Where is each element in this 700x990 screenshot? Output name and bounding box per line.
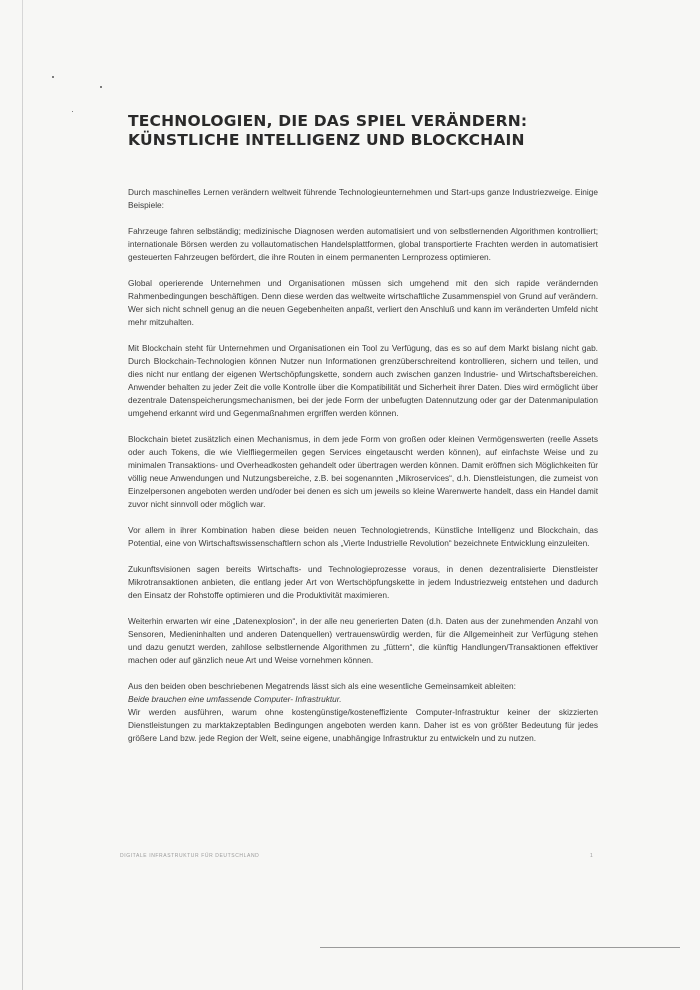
paragraph-combination: Vor allem in ihrer Kombination haben diese beiden neuen Technologietrends, Künstliche Intelligenz und Blockchain, das Potential, eine von Wirtschaftswissenschaftlern schon als „Vierte Industrielle Revolution“ bezeichnete Entwicklung einzuleiten.: [128, 525, 598, 548]
paragraph-future-visions: Zukunftsvisionen sagen bereits Wirtschafts- und Technologieprozesse voraus, in denen dezentralisierte Dienstleister Mikrotransaktionen anbieten, die entlang jeder Art von Wertschöpfungskette in jedem Industriezweig entstehen und dadurch den Einsatz der Rohstoffe optimieren und die Produktivität maximieren.: [128, 564, 598, 600]
paragraph-blockchain-mechanism: Blockchain bietet zusätzlich einen Mechanismus, in dem jede Form von großen oder kleinen Vermögenswerten (reelle Assets oder auch Tokens, die wie Vielfliegermeilen gegen Services eingetauscht werden können), auf einfachste Weise und zu minimalen Transaktions- und Overheadkosten gehandelt oder übertragen werden können. Damit eröffnen sich Möglichkeiten für völlig neue Anwendungen und Nutzungsbereiche, z.B. bei sogenannten „Mikroservices“, d.h. Dienstleistungen, die zumeist von Einzelpersonen angeboten werden und/oder bei denen es sich um jeweils so kleine Warenwerte handelt, dass ein Handel damit zuvor nicht sinnvoll oder möglich war.: [128, 434, 598, 509]
paragraph-organisations: Global operierende Unternehmen und Organisationen müssen sich umgehend mit den sich rapide verändernden Rahmenbedingungen beschäftigen. Denn diese werden das weltweite wirtschaftliche Zusammenspiel von Grund auf verändern. Wer sich nicht schnell genug an die neuen Gegebenheiten anpaßt, verliert den Anschluß und kann im veränderten Umfeld nicht mehr mitzuhalten.: [128, 278, 598, 327]
title-line-2: KÜNSTLICHE INTELLIGENZ UND BLOCKCHAIN: [128, 131, 525, 149]
paragraph-examples: Fahrzeuge fahren selbständig; medizinische Diagnosen werden automatisiert und von selbstlernenden Algorithmen kontrolliert; internationale Börsen werden zu vollautomatischen Handelsplattformen, global transportierte Frachten werden in automatisiert gesteuerten Fahrzeugen befördert, die ihre Routen in einem permanenten Lernprozess optimieren.: [128, 226, 598, 262]
document-body: [128, 186, 598, 758]
paragraph-data-explosion: Weiterhin erwarten wir eine „Datenexplosion“, in der alle neu generierten Daten (d.h. Daten aus der zunehmenden Anzahl von Sensoren, Medieninhalten und anderen Datenquellen) vertrauenswürdig werden, für die Allgemeinheit zur Verfügung stehen und dazu genutzt werden, zahllose selbstlernende Algorithmen zu „füttern“, die künftig Handlungen/Transaktionen effektiver machen oder auf gänzlich neue Art und Weise vornehmen können.: [128, 616, 598, 665]
paragraph-conclusion-intro: Aus den beiden oben beschriebenen Megatrends lässt sich als eine wesentliche Gemeinsamkeit ableiten:: [128, 681, 516, 691]
paragraph-conclusion-emphasis: Beide brauchen eine umfassende Computer- Infrastruktur.: [128, 694, 342, 704]
paragraph-conclusion-text: Wir werden ausführen, warum ohne kostengünstige/kosteneffiziente Computer-Infrastruktur keiner der skizzierten Dienstleistungen zu marktakzeptablen Bedingungen angeboten werden kann. Daher ist es von größter Bedeutung für jedes größere Land bzw. jede Region der Welt, seine eigene, unabhängige Infrastruktur zu entwickeln und zu nutzen.: [128, 707, 598, 743]
title-line-1: TECHNOLOGIEN, DIE DAS SPIEL VERÄNDERN:: [128, 112, 528, 130]
scan-speck: [100, 86, 102, 88]
paragraph-intro: Durch maschinelles Lernen verändern weltweit führende Technologieunternehmen und Start-ups ganze Industriezweige. Einige Beispiele:: [128, 187, 598, 210]
scan-line: [320, 947, 680, 948]
scan-speck: [52, 76, 54, 78]
page-edge: [22, 0, 23, 990]
page-number: 1: [590, 853, 593, 859]
paragraph-blockchain-tool: Mit Blockchain steht für Unternehmen und Organisationen ein Tool zu Verfügung, das es so auf dem Markt bislang nicht gab. Durch Blockchain-Technologien können Nutzer nun Informationen grenzüberschreitend kontrollieren, sichern und teilen, und dies nicht nur entlang der eigenen Wertschöpfungskette, sondern auch zwischen ganzen Industrie- und Wirtschaftsbereichen. Anwender behalten zu jeder Zeit die volle Kontrolle über die Kompatibilität und Sicherheit ihrer Daten. Dies wird ermöglicht über dezentrale Datenspeicherungsmechanismen, bei der jede Form der unbefugten Datennutzung oder gar der Datenmanipulation umgehend erkannt wird und Gegenmaßnahmen ergriffen werden können.: [128, 343, 598, 418]
page-footer: DIGITALE INFRASTRUKTUR FÜR DEUTSCHLAND: [120, 853, 260, 859]
scan-speck: [72, 111, 73, 112]
document-title: [128, 112, 588, 150]
